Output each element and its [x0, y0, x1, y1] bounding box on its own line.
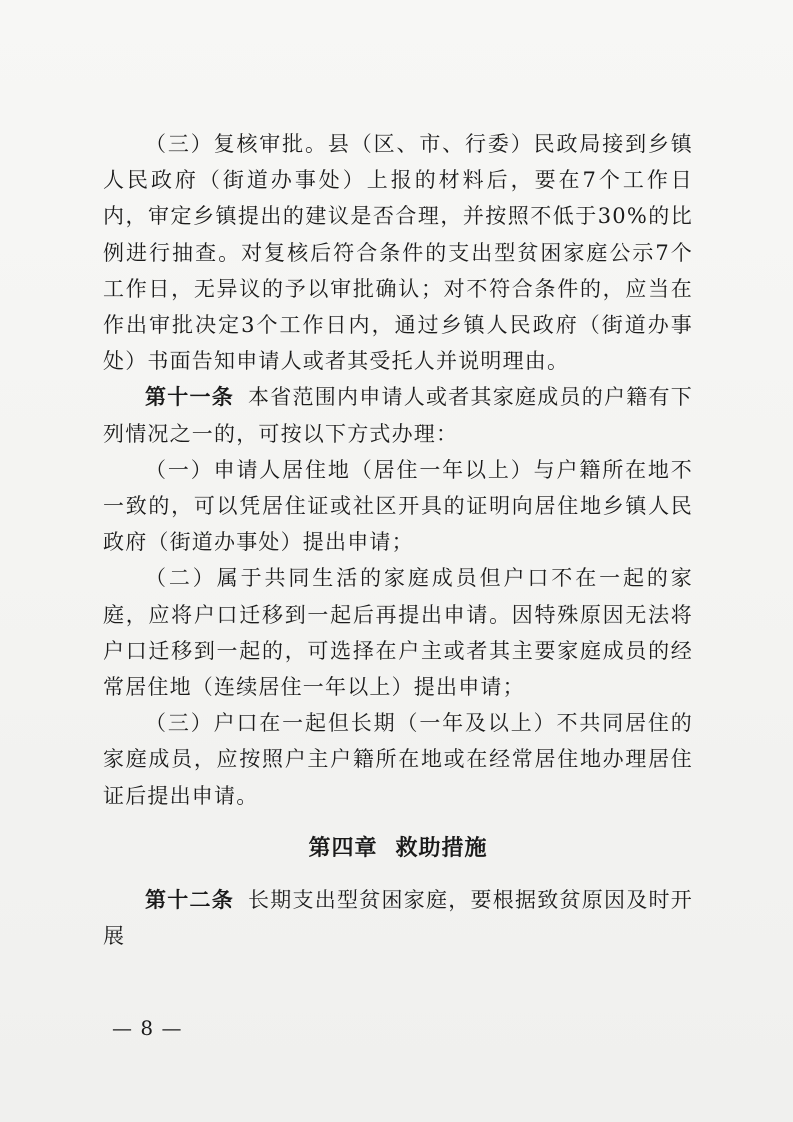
paragraph-text: （二）属于共同生活的家庭成员但户口不在一起的家庭，应将户口迁移到一起后再提出申请。因特殊原因无法将户口迁移到一起的，可选择在户主或者其主要家庭成员的经常居住地（连续居住一年以上）提出申请；	[103, 566, 693, 700]
document-body	[103, 126, 693, 954]
article-12	[103, 882, 693, 954]
chapter-number: 第四章	[308, 834, 378, 861]
article-number: 第十二条	[145, 886, 235, 912]
paragraph-text: （三）复核审批。县（区、市、行委）民政局接到乡镇人民政府（街道办事处）上报的材料后，要在7个工作日内，审定乡镇提出的建议是否合理，并按照不低于30%的比例进行抽查。对复核后符合条件的支出型贫困家庭公示7个工作日，无异议的予以审批确认；对不符合条件的，应当在作出审批决定3个工作日内，通过乡镇人民政府（街道办事处）书面告知申请人或者其受托人并说明理由。	[103, 132, 693, 374]
paragraph-item-2	[103, 560, 693, 705]
page-number: — 8 —	[112, 1016, 183, 1040]
paragraph-item-1	[103, 452, 693, 561]
article-11	[103, 379, 693, 451]
paragraph-text: （一）申请人居住地（居住一年以上）与户籍所在地不一致的，可以凭居住证或社区开具的证明向居住地乡镇人民政府（街道办事处）提出申请；	[103, 457, 693, 555]
paragraph-text: 本省范围内申请人或者其家庭成员的户籍有下列情况之一的，可按以下方式办理：	[103, 385, 693, 446]
paragraph-text: （三）户口在一起但长期（一年及以上）不共同居住的家庭成员，应按照户主户籍所在地或在经常居住地办理居住证后提出申请。	[103, 711, 693, 808]
paragraph-review-approval	[103, 126, 693, 379]
paragraph-text: 长期支出型贫困家庭，要根据致贫原因及时开展	[103, 887, 693, 949]
paragraph-item-3	[103, 705, 693, 814]
chapter-title: 救助措施	[395, 834, 488, 861]
chapter-heading	[103, 830, 693, 866]
article-number: 第十一条	[145, 384, 235, 410]
